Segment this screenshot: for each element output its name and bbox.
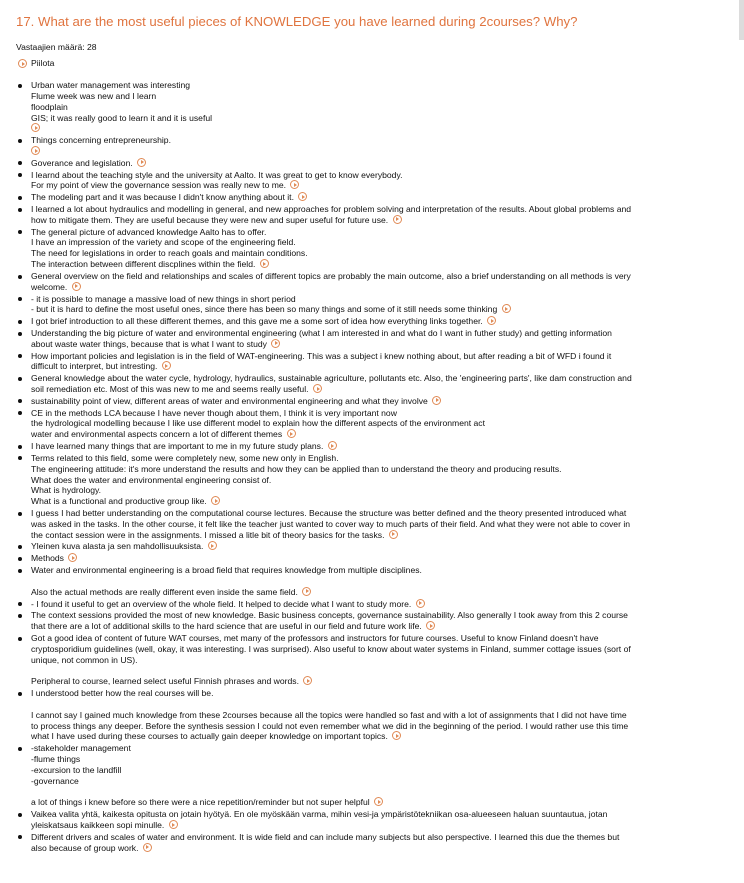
response-line	[31, 429, 730, 440]
response-text: -flume things	[31, 754, 81, 765]
response-line	[31, 721, 730, 732]
response-line	[31, 408, 730, 419]
response-text: I got brief introduction to all these different themes, and this gave me a some sort of idea how everything links together.	[31, 316, 483, 327]
response-line	[31, 508, 730, 519]
response-text: about waste water things, because that is what I want to study	[31, 338, 267, 349]
response-item	[16, 408, 730, 441]
blank-line	[31, 576, 730, 587]
response-line	[31, 754, 730, 765]
expand-row	[31, 146, 730, 157]
question-title: 17. What are the most useful pieces of KNOWLEDGE you have learned during 2courses? Why?	[16, 14, 578, 29]
play-circle-icon[interactable]	[313, 384, 322, 393]
response-text: yleiskatsaus kaikkeen sopi minulle.	[31, 820, 165, 831]
response-item	[16, 316, 730, 327]
response-item	[16, 294, 730, 316]
play-circle-icon[interactable]	[416, 599, 425, 608]
response-item	[16, 396, 730, 407]
response-line	[31, 496, 730, 507]
response-text: to process things any deeper. Before the synthesis session I could not even remember what we did in the beginning of the period. I would rather use this time	[31, 720, 629, 731]
response-line	[31, 158, 730, 169]
response-line	[31, 743, 730, 754]
response-line	[31, 519, 730, 530]
response-text: how to mitigate them. They are useful because they were new and super useful for future use.	[31, 214, 389, 225]
response-line	[31, 541, 730, 552]
response-text: What is a functional and productive group like.	[31, 496, 207, 507]
response-text: -governance	[31, 775, 79, 786]
response-text: the contact session were in the assignments. I missed a litle bit of theory basics for the tasks.	[31, 529, 385, 540]
response-line	[31, 565, 730, 576]
response-text: Goverance and legislation.	[31, 157, 133, 168]
response-text: Things concerning entrepreneurship.	[31, 135, 171, 146]
response-text: The context sessions provided the most of new knowledge. Basic business concepts, governance sustainability. Also generally I took away from this 2 course	[31, 610, 628, 621]
blank-line	[31, 665, 730, 676]
response-text: The general picture of advanced knowledge Aalto has to offer.	[31, 226, 267, 237]
response-text: Understanding the big picture of water and environmental engineering (what I am interested in and what do I want in futher study) and getting information	[31, 327, 612, 338]
play-circle-icon[interactable]	[302, 587, 311, 596]
play-circle-icon[interactable]	[169, 820, 178, 829]
play-circle-icon[interactable]	[72, 282, 81, 291]
response-line	[31, 113, 730, 124]
response-line	[31, 282, 730, 293]
hide-toggle[interactable]	[16, 58, 730, 69]
response-item	[16, 743, 730, 808]
response-item	[16, 553, 730, 564]
play-circle-icon[interactable]	[68, 553, 77, 562]
response-item	[16, 633, 730, 687]
expand-row	[31, 123, 730, 134]
play-circle-icon[interactable]	[260, 259, 269, 268]
play-circle-icon[interactable]	[487, 316, 496, 325]
response-text: unique, not common in US).	[31, 654, 138, 665]
play-circle-icon[interactable]	[287, 429, 296, 438]
response-line	[31, 485, 730, 496]
response-line	[31, 621, 730, 632]
response-text: floodplain	[31, 101, 68, 112]
response-line	[31, 475, 730, 486]
respondent-count: Vastaajien määrä: 28	[16, 42, 97, 52]
response-text: difficult to interpret, but intresting.	[31, 361, 158, 372]
response-line	[31, 776, 730, 787]
response-line	[31, 797, 730, 808]
play-circle-icon[interactable]	[426, 621, 435, 630]
response-item	[16, 351, 730, 373]
response-text: General overview on the field and relationships and scales of different topics are probably the main outcome, also a brief understanding on all methods is very	[31, 270, 631, 281]
response-text: The interaction between different discplines within the field.	[31, 259, 256, 270]
response-line	[31, 361, 730, 372]
response-text: Peripheral to course, learned select useful Finnish phrases and words.	[31, 676, 299, 687]
response-line	[31, 192, 730, 203]
response-text: Methods	[31, 553, 64, 564]
response-text: Got a good idea of content of future WAT courses, met many of the professors and instructors for future courses. Useful to know Finland doesn't have	[31, 632, 599, 643]
response-line	[31, 587, 730, 598]
response-item	[16, 508, 730, 541]
response-item	[16, 271, 730, 293]
response-item	[16, 541, 730, 552]
response-text: What does the water and environmental engineering consist of.	[31, 474, 272, 485]
response-text: How important policies and legislation is in the field of WAT-engineering. This was a subject i knew nothing about, but after reading a bit of WFD i found it	[31, 350, 612, 361]
response-item	[16, 227, 730, 270]
hide-label[interactable]: Piilota	[31, 58, 55, 68]
response-line	[31, 271, 730, 282]
response-text: Flume week was new and I learn	[31, 90, 157, 101]
play-circle-icon[interactable]	[208, 541, 217, 550]
response-text: For my point of view the governance session was really new to me.	[31, 180, 287, 191]
response-text: I have an impression of the variety and scope of the engineering field.	[31, 237, 296, 248]
play-circle-icon[interactable]	[18, 59, 27, 68]
response-item	[16, 441, 730, 452]
response-line	[31, 351, 730, 362]
response-line	[31, 102, 730, 113]
response-text: Terms related to this field, some were completely new, some new only in English.	[31, 452, 339, 463]
response-text: The modeling part and it was because I didn't know anything about it.	[31, 192, 294, 203]
response-text: what I have used during these courses to actually gain deeper knowledge on important topics.	[31, 731, 388, 742]
response-line	[31, 843, 730, 854]
response-item	[16, 135, 730, 157]
play-circle-icon[interactable]	[290, 180, 299, 189]
response-item	[16, 80, 730, 134]
response-item	[16, 328, 730, 350]
response-text: I cannot say I gained much knowledge from these 2courses because all the topics were handled so fast and with a lot of assignments that I did not have time	[31, 709, 627, 720]
response-text: -stakeholder management	[31, 743, 131, 754]
response-text: I learned a lot about hydraulics and modelling in general, and new approaches for problem solving and interpretation of the results. About global problems and	[31, 203, 632, 214]
response-item	[16, 832, 730, 854]
play-circle-icon[interactable]	[31, 146, 40, 155]
play-circle-icon[interactable]	[389, 530, 398, 539]
response-text: a lot of things i knew before so there were a nice repetition/reminder but not super helpful	[31, 797, 370, 808]
response-line	[31, 304, 730, 315]
response-text: - but it is hard to define the most useful ones, since there has been so many things and some of it still needs some thinking	[31, 304, 498, 315]
response-text: sustainability point of view, different areas of water and environmental engineering and what they involve	[31, 395, 428, 406]
response-line	[31, 809, 730, 820]
response-line	[31, 339, 730, 350]
response-text: I understood better how the real courses will be.	[31, 688, 214, 699]
scrollbar-edge	[739, 0, 744, 40]
response-line	[31, 396, 730, 407]
response-line	[31, 328, 730, 339]
response-line	[31, 832, 730, 843]
response-line	[31, 676, 730, 687]
response-text: water and environmental aspects concern a lot of different themes	[31, 429, 283, 440]
play-circle-icon[interactable]	[374, 797, 383, 806]
blank-line	[31, 787, 730, 798]
response-item	[16, 453, 730, 507]
blank-line	[31, 699, 730, 710]
response-text: also because of group work.	[31, 842, 139, 853]
response-item	[16, 610, 730, 632]
response-item	[16, 565, 730, 598]
play-circle-icon[interactable]	[162, 361, 171, 370]
response-line	[31, 453, 730, 464]
response-text: I have learned many things that are important to me in my future study plans.	[31, 441, 324, 452]
response-line	[31, 259, 730, 270]
response-line	[31, 373, 730, 384]
response-item	[16, 158, 730, 169]
response-text: CE in the methods LCA because I have never though about them, I think it is very important now	[31, 407, 397, 418]
response-line	[31, 80, 730, 91]
response-line	[31, 215, 730, 226]
response-line	[31, 316, 730, 327]
response-text: What is hydrology.	[31, 485, 102, 496]
response-text: - I found it useful to get an overview of the whole field. It helped to decide what I want to study more.	[31, 598, 412, 609]
response-line	[31, 384, 730, 395]
play-circle-icon[interactable]	[392, 731, 401, 740]
response-line	[31, 530, 730, 541]
response-text: The engineering attitude: it's more understand the results and how they can be applied than to understand the theory and producing results.	[31, 463, 562, 474]
response-line	[31, 204, 730, 215]
response-text: I guess I had better understanding on the computational course lectures. Because the structure was better defined and the theory presented introduced what	[31, 508, 627, 518]
response-item	[16, 373, 730, 395]
response-text: welcome.	[31, 281, 68, 292]
play-circle-icon[interactable]	[211, 496, 220, 505]
response-item	[16, 809, 730, 831]
response-text: GIS; it was really good to learn it and it is useful	[31, 112, 213, 123]
response-text: soil remediation etc. Most of this was new to me and seems really useful.	[31, 384, 309, 395]
response-line	[31, 170, 730, 181]
play-circle-icon[interactable]	[137, 158, 146, 167]
response-text: Different drivers and scales of water and environment. It is wide field and can include many subjects but also perspective. I learned this due the themes but	[31, 831, 620, 842]
response-line	[31, 248, 730, 259]
response-line	[31, 441, 730, 452]
play-circle-icon[interactable]	[502, 304, 511, 313]
response-text: Yleinen kuva alasta ja sen mahdollisuuksista.	[31, 541, 204, 552]
response-text: General knowledge about the water cycle, hydrology, hydraulics, sustainable agriculture, pollutants etc. Also, the 'engineering parts', like dam construction and	[31, 373, 632, 384]
response-item	[16, 192, 730, 203]
play-circle-icon[interactable]	[298, 192, 307, 201]
response-text: Vaikea valita yhtä, kaikesta opitusta on jotain hyötyä. En ole myöskään varma, mihin vesi-ja ympäristötekniikan osa-alueeseen haluan suuntautua, jotan	[31, 809, 608, 820]
response-item	[16, 170, 730, 192]
response-line	[31, 820, 730, 831]
response-list	[16, 80, 730, 854]
response-line	[31, 91, 730, 102]
response-line	[31, 765, 730, 776]
response-text: - it is possible to manage a massive load of new things in short period	[31, 293, 296, 304]
response-item	[16, 204, 730, 226]
response-line	[31, 227, 730, 238]
response-line	[31, 599, 730, 610]
response-line	[31, 610, 730, 621]
response-text: Urban water management was interesting	[31, 80, 191, 90]
response-line	[31, 710, 730, 721]
response-text: -excursion to the landfill	[31, 764, 122, 775]
play-circle-icon[interactable]	[393, 215, 402, 224]
play-circle-icon[interactable]	[432, 396, 441, 405]
response-line	[31, 655, 730, 666]
response-line	[31, 688, 730, 699]
response-text: was asked in the tasks. In the other course, it felt like the teacher just wanted to cover way to much parts of their field. And what they were not able to cover in	[31, 518, 631, 529]
response-text: Water and environmental engineering is a broad field that requires knowledge from multiple disciplines.	[31, 565, 422, 576]
response-text: that there are a lot of additional skills to the hard science that are useful in our field and future work life.	[31, 621, 422, 632]
response-text: Also the actual methods are really different even inside the same field.	[31, 586, 298, 597]
response-text: the hydrological modelling because I like use different model to explain how the different aspects of the environment act	[31, 418, 485, 429]
response-item	[16, 599, 730, 610]
response-text: cryptosporidium guidelines (well, okay, it was interesting. I was surprised). Also useful to know about water systems in Finland, summer cottage issues (sort of	[31, 643, 631, 654]
response-line	[31, 464, 730, 475]
response-text: The need for legislations in order to reach goals and maintain conditions.	[31, 248, 308, 259]
play-circle-icon[interactable]	[328, 441, 337, 450]
play-circle-icon[interactable]	[271, 339, 280, 348]
play-circle-icon[interactable]	[303, 676, 312, 685]
response-line	[31, 633, 730, 644]
response-text: I learnd about the teaching style and the university at Aalto. It was great to get to know everybody.	[31, 169, 403, 180]
response-line	[31, 418, 730, 429]
response-line	[31, 180, 730, 191]
response-line	[31, 294, 730, 305]
play-circle-icon[interactable]	[31, 123, 40, 132]
play-circle-icon[interactable]	[143, 843, 152, 852]
response-line	[31, 237, 730, 248]
response-line	[31, 731, 730, 742]
response-line	[31, 553, 730, 564]
response-item	[16, 688, 730, 742]
response-line	[31, 644, 730, 655]
response-line	[31, 135, 730, 146]
